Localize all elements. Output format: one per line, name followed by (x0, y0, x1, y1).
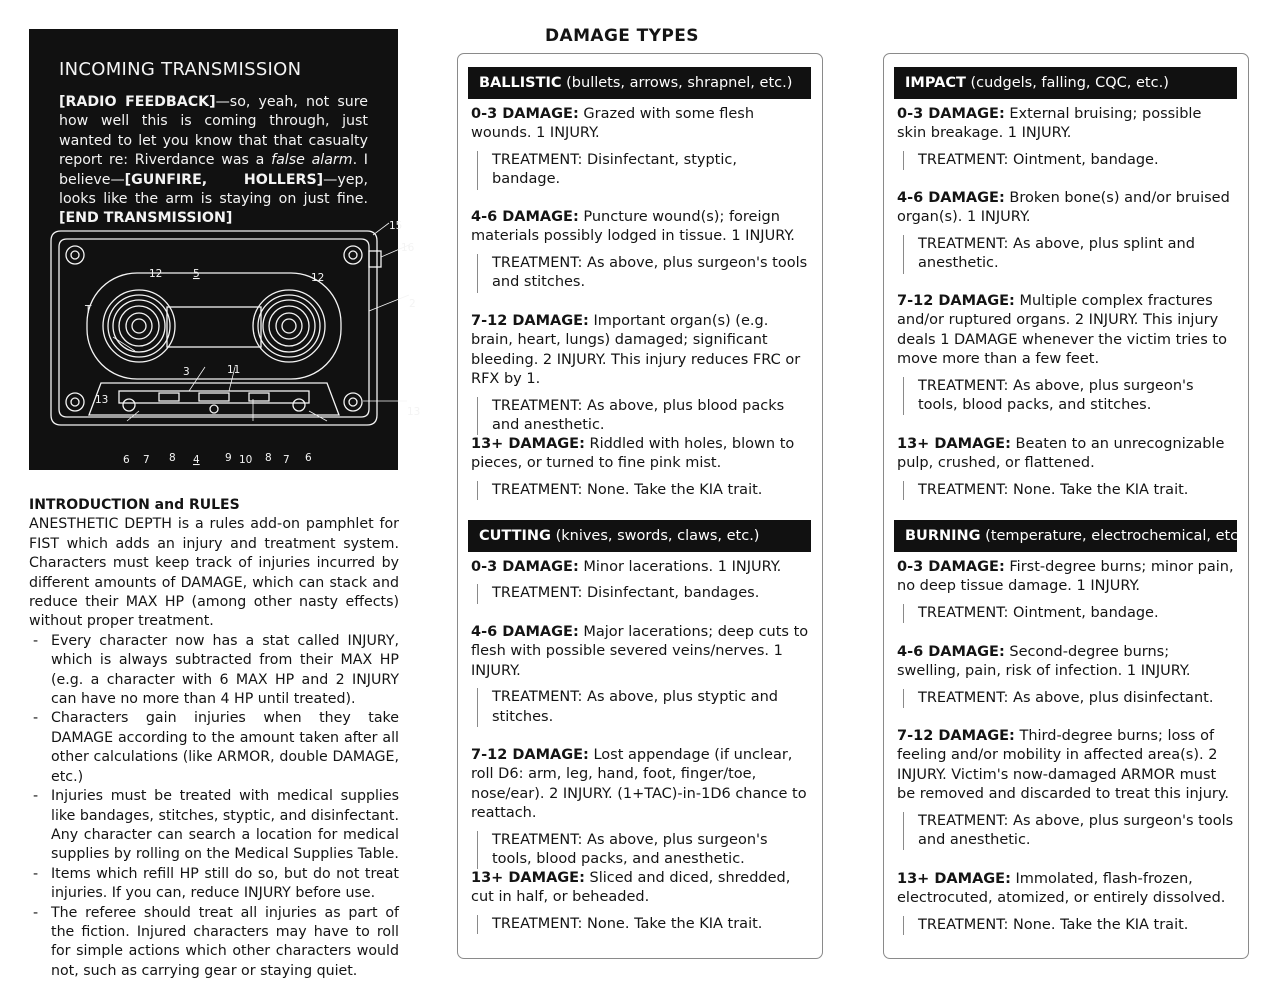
tier-level: 13+ DAMAGE: (471, 436, 585, 452)
tier-treatment: TREATMENT: As above, plus surgeon's tools, blood packs, and stitches. (903, 377, 1235, 416)
category-desc: (cudgels, falling, CQC, etc.) (970, 75, 1169, 91)
left-reel (103, 290, 175, 362)
rules-list (29, 632, 399, 981)
tier-level: 4-6 DAMAGE: (897, 190, 1005, 206)
tier-treatment: TREATMENT: As above, plus disinfectant. (903, 689, 1235, 708)
damage-tier (897, 189, 1235, 274)
diagram-label: 10 (239, 454, 253, 466)
damage-tier (471, 105, 809, 190)
damage-panel-left (457, 53, 823, 959)
tier-effect: Broken bone(s) and/or bruised organ(s). 1 INJURY. (897, 190, 1230, 226)
diagram-label: 12 (311, 272, 325, 284)
tier-level: 0-3 DAMAGE: (471, 559, 579, 575)
tier-effect: First-degree burns; minor pain, no deep tissue damage. 1 INJURY. (897, 559, 1234, 595)
tier-treatment: TREATMENT: Ointment, bandage. (903, 151, 1235, 170)
diagram-label: 7 (143, 454, 150, 466)
tier-treatment: TREATMENT: Disinfectant, styptic, bandage. (477, 151, 809, 190)
rule-item: - Characters gain injuries when they take DAMAGE according to the amount taken after all other calculations (like ARMOR, double DAMAGE, etc.) (29, 709, 399, 787)
transmission-text-2: . I believe— (59, 152, 368, 188)
tier-treatment: TREATMENT: As above, plus surgeon's tools and anesthetic. (903, 812, 1235, 851)
diagram-label: 6 (305, 452, 312, 464)
tier-treatment: TREATMENT: As above, plus blood packs and anesthetic. (477, 397, 809, 436)
intro-paragraph: ANESTHETIC DEPTH is a rules add-on pamphlet for FIST which adds an injury and treatment system. Characters must keep track of injuries incurred by different amounts of DAMAGE, which can stack and reduce their MAX HP (among other nasty effects) without proper treatment. (29, 516, 399, 630)
diagram-label: 6 (123, 454, 130, 466)
diagram-label: T (85, 304, 92, 316)
tier-treatment: TREATMENT: Disinfectant, bandages. (477, 584, 809, 603)
tier-effect: Puncture wound(s); foreign materials possibly lodged in tissue. 1 INJURY. (471, 209, 795, 245)
damage-tier (897, 727, 1235, 850)
diagram-label: 12 (149, 268, 163, 280)
damage-tier (471, 435, 809, 500)
diagram-label: 2 (409, 298, 416, 310)
tier-level: 0-3 DAMAGE: (897, 559, 1005, 575)
diagram-label: 11 (227, 364, 241, 376)
tier-level: 13+ DAMAGE: (897, 436, 1011, 452)
damage-tier (471, 558, 809, 604)
tier-level: 0-3 DAMAGE: (471, 106, 579, 122)
transmission-title: INCOMING TRANSMISSION (59, 59, 302, 80)
diagram-label: 7 (283, 454, 290, 466)
tier-treatment: TREATMENT: As above, plus surgeon's tools and stitches. (477, 254, 809, 293)
tier-effect: Immolated, flash-frozen, electrocuted, atomized, or entirely dissolved. (897, 871, 1226, 907)
tier-treatment: TREATMENT: As above, plus splint and anesthetic. (903, 235, 1235, 274)
damage-tier (897, 435, 1235, 500)
tier-effect: Third-degree burns; loss of feeling and/or mobility in affected area(s). 2 INJURY. Victim's now-damaged ARMOR must be removed and discarded to treat this injury. (897, 728, 1229, 803)
diagram-label: 3 (183, 366, 190, 378)
tier-treatment: TREATMENT: None. Take the KIA trait. (903, 916, 1235, 935)
damage-tier (471, 869, 809, 934)
rule-item: - The referee should treat all injuries as part of the fiction. Injured characters may have to roll for simple actions which other characters would not, such as carrying gear or staying quiet. (29, 904, 399, 982)
tier-effect: Multiple complex fractures and/or ruptured organs. 2 INJURY. This injury deals 1 DAMAGE whenever the victim tries to move more than a few feet. (897, 293, 1227, 368)
diagram-label: 8 (265, 452, 272, 464)
damage-panel-right (883, 53, 1249, 959)
impact-header (894, 67, 1237, 99)
tier-level: 7-12 DAMAGE: (897, 293, 1015, 309)
damage-tier (897, 643, 1235, 708)
damage-tier (897, 558, 1235, 623)
diagram-label: 15 (389, 220, 403, 232)
category-desc: (knives, swords, claws, etc.) (555, 528, 760, 544)
diagram-label: 4 (193, 454, 200, 466)
tier-treatment: TREATMENT: None. Take the KIA trait. (477, 915, 809, 934)
tier-effect: Important organ(s) (e.g. brain, heart, lungs) damaged; significant bleeding. 2 INJURY. This injury reduces FRC or RFX by 1. (471, 313, 801, 388)
diagram-label: 13 (95, 394, 109, 406)
category-desc: (bullets, arrows, shrapnel, etc.) (566, 75, 793, 91)
gunfire-tag: [GUNFIRE, HOLLERS] (124, 171, 324, 188)
transmission-box (29, 29, 421, 470)
tier-effect: Second-degree burns; swelling, pain, risk of infection. 1 INJURY. (897, 644, 1191, 680)
diagram-label: 5 (193, 268, 200, 280)
tier-effect: Minor lacerations. 1 INJURY. (583, 559, 782, 575)
tier-treatment: TREATMENT: None. Take the KIA trait. (903, 481, 1235, 500)
cassette-diagram (39, 215, 421, 466)
diagram-label: 13 (407, 406, 421, 418)
damage-types-heading: DAMAGE TYPES (545, 26, 699, 46)
tier-level: 4-6 DAMAGE: (471, 624, 579, 640)
rule-item: - Every character now has a stat called INJURY, which is always subtracted from their MAX HP (e.g. a character with 6 MAX HP and 2 INJURY can have no more than 4 HP until treated). (29, 632, 399, 710)
tier-effect: Major lacerations; deep cuts to flesh with possible severed veins/nerves. 1 INJURY. (471, 624, 809, 679)
tier-treatment: TREATMENT: As above, plus styptic and stitches. (477, 688, 809, 727)
tier-level: 7-12 DAMAGE: (471, 313, 589, 329)
tier-level: 4-6 DAMAGE: (471, 209, 579, 225)
tier-effect: Sliced and diced, shredded, cut in half, or beheaded. (471, 870, 791, 906)
category-name: BURNING (905, 528, 981, 544)
category-name: BALLISTIC (479, 75, 562, 91)
transmission-text-1: —so, yeah, not sure how well this is coming through, just wanted to let you know that that casualty report re: Riverdance was a (59, 94, 368, 169)
category-desc: (temperature, electrochemical, etc.) (985, 528, 1249, 544)
damage-tier (471, 208, 809, 293)
intro-title: INTRODUCTION and RULES (29, 497, 240, 513)
diagram-label: 8 (169, 452, 176, 464)
tier-treatment: TREATMENT: As above, plus surgeon's tools, blood packs, and anesthetic. (477, 831, 809, 870)
category-name: CUTTING (479, 528, 551, 544)
cutting-header (468, 520, 811, 552)
transmission-emphasis: false alarm (271, 152, 353, 169)
damage-tier (471, 623, 809, 727)
right-reel (253, 290, 325, 362)
damage-tier (897, 870, 1235, 935)
diagram-label: 9 (225, 452, 232, 464)
tier-effect: Riddled with holes, blown to pieces, or turned to fine pink mist. (471, 436, 795, 472)
tier-level: 13+ DAMAGE: (471, 870, 585, 886)
tier-treatment: TREATMENT: None. Take the KIA trait. (477, 481, 809, 500)
rule-item: - Injuries must be treated with medical supplies like bandages, stitches, styptic, and disinfectant. Any character can search a location for medical supplies by rolling on the Medical Supplies Table. (29, 787, 399, 865)
end-transmission-tag: [END TRANSMISSION] (59, 210, 233, 227)
intro-section (29, 496, 399, 981)
burning-header (894, 520, 1249, 552)
damage-tier (471, 746, 809, 869)
tier-level: 13+ DAMAGE: (897, 871, 1011, 887)
damage-tier (897, 292, 1235, 415)
ballistic-header (468, 67, 811, 99)
tier-effect: Grazed with some flesh wounds. 1 INJURY. (471, 106, 755, 142)
rule-item: - Items which refill HP still do so, but do not treat injuries. If you can, reduce INJURY before use. (29, 865, 399, 904)
tier-effect: Lost appendage (if unclear, roll D6: arm, leg, hand, foot, finger/toe, nose/ear). 2 INJURY. (1+TAC)-in-1D6 chance to reattach. (471, 747, 807, 822)
radio-feedback-tag: [RADIO FEEDBACK] (59, 94, 216, 110)
tier-level: 7-12 DAMAGE: (471, 747, 589, 763)
damage-tier (471, 312, 809, 435)
tier-treatment: TREATMENT: Ointment, bandage. (903, 604, 1235, 623)
tier-level: 4-6 DAMAGE: (897, 644, 1005, 660)
cassette-inner-shell (59, 239, 369, 417)
tier-effect: External bruising; possible skin breakage. 1 INJURY. (897, 106, 1202, 142)
diagram-label: 16 (401, 242, 415, 254)
tier-level: 0-3 DAMAGE: (897, 106, 1005, 122)
tier-effect: Beaten to an unrecognizable pulp, crushed, or flattened. (897, 436, 1225, 472)
tier-level: 7-12 DAMAGE: (897, 728, 1015, 744)
damage-tier (897, 105, 1235, 170)
category-name: IMPACT (905, 75, 966, 91)
transmission-text (59, 93, 368, 229)
transmission-text-3: —yep, looks like the arm is staying on just fine. (59, 171, 368, 208)
